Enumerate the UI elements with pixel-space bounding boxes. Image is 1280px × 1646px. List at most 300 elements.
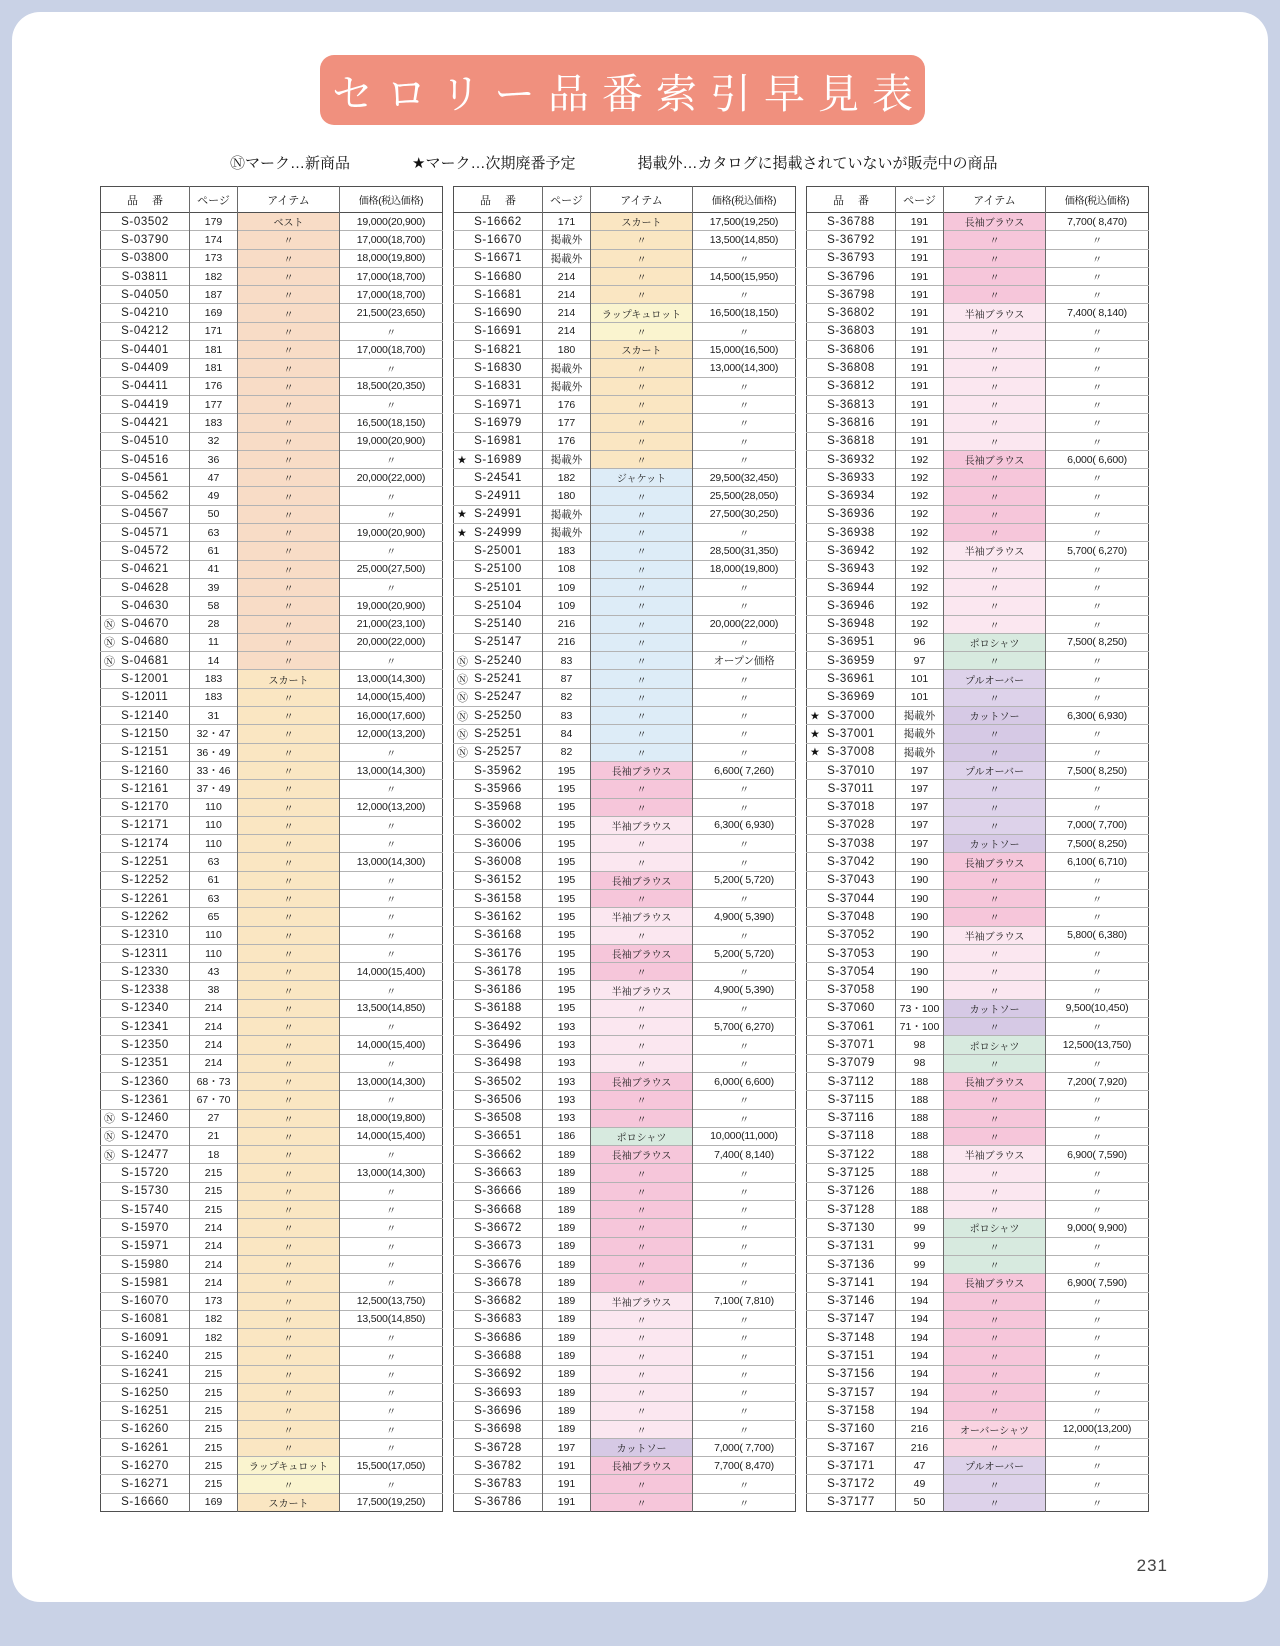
product-row: [454, 469, 796, 487]
price-cell: 〃: [1046, 1237, 1149, 1255]
price-cell: 〃: [340, 542, 443, 560]
price-cell: 〃: [1046, 1292, 1149, 1310]
product-code-cell: [807, 597, 896, 615]
product-row: [101, 652, 443, 670]
product-row: [807, 743, 1149, 761]
page-cell: 98: [896, 1054, 944, 1072]
item-cell: 〃: [944, 1237, 1046, 1255]
price-cell: 14,500(15,950): [693, 267, 796, 285]
product-code-cell: [807, 816, 896, 834]
product-code: S-36683: [474, 1313, 522, 1326]
product-row: [454, 615, 796, 633]
price-cell: 〃: [693, 688, 796, 706]
product-code-cell: [101, 1292, 190, 1310]
price-cell: 〃: [1046, 798, 1149, 816]
price-cell: 7,500( 8,250): [1046, 835, 1149, 853]
price-cell: 〃: [693, 725, 796, 743]
price-cell: 〃: [1046, 1457, 1149, 1475]
price-cell: 〃: [693, 798, 796, 816]
product-code: S-12350: [121, 1039, 169, 1051]
price-cell: 15,000(16,500): [693, 341, 796, 359]
product-code-cell: [807, 1109, 896, 1127]
product-row: [454, 981, 796, 999]
item-cell: 〃: [591, 853, 693, 871]
price-cell: 〃: [1046, 231, 1149, 249]
price-cell: 〃: [693, 707, 796, 725]
product-code-cell: [101, 469, 190, 487]
product-code: S-36006: [474, 837, 522, 850]
page-cell: 掲載外: [896, 707, 944, 725]
page-cell: 193: [543, 1109, 591, 1127]
page-cell: 47: [896, 1457, 944, 1475]
price-cell: 〃: [1046, 1255, 1149, 1273]
item-cell: 〃: [238, 560, 340, 578]
product-row: [807, 1201, 1149, 1219]
product-code: S-36188: [474, 1002, 522, 1015]
product-code: S-36969: [827, 691, 875, 704]
product-code: S-12311: [121, 947, 169, 960]
page-cell: 58: [190, 597, 238, 615]
product-row: [454, 889, 796, 907]
product-code: S-36944: [827, 581, 875, 594]
product-code: S-04510: [121, 435, 169, 448]
price-cell: 〃: [1046, 560, 1149, 578]
product-code: S-24999: [474, 526, 522, 539]
product-row: [101, 1274, 443, 1292]
product-code: S-37118: [827, 1130, 875, 1143]
product-code: S-25257: [474, 746, 522, 759]
product-row: [101, 1054, 443, 1072]
product-code-cell: [101, 1420, 190, 1438]
product-row: [101, 1072, 443, 1090]
product-code-cell: [101, 1493, 190, 1511]
price-cell: 〃: [693, 1237, 796, 1255]
product-code-cell: [454, 1146, 543, 1164]
price-cell: 〃: [340, 743, 443, 761]
product-code: S-16660: [121, 1496, 169, 1509]
product-code-cell: [101, 761, 190, 779]
product-code: S-36806: [827, 343, 875, 356]
product-code: S-37053: [827, 947, 875, 960]
item-cell: 〃: [944, 1347, 1046, 1365]
page-cell: 176: [543, 432, 591, 450]
product-row: [454, 926, 796, 944]
price-cell: 〃: [340, 981, 443, 999]
page-cell: 194: [896, 1365, 944, 1383]
product-code-cell: [101, 231, 190, 249]
product-row: [454, 524, 796, 542]
product-code: S-36178: [474, 965, 522, 978]
product-code: S-25250: [474, 709, 522, 722]
product-row: [101, 524, 443, 542]
product-row: [807, 908, 1149, 926]
product-row: [807, 414, 1149, 432]
product-row: [101, 1402, 443, 1420]
col-header-price: [1046, 187, 1149, 213]
product-code: S-37061: [827, 1020, 875, 1033]
item-cell: 〃: [238, 231, 340, 249]
product-code: S-16680: [474, 270, 522, 283]
product-code: S-25247: [474, 691, 522, 704]
price-cell: 12,000(13,200): [340, 725, 443, 743]
product-code: S-16271: [121, 1478, 169, 1491]
product-row: [454, 1475, 796, 1493]
product-code: S-36933: [827, 471, 875, 484]
price-cell: 〃: [1046, 743, 1149, 761]
price-cell: 13,500(14,850): [340, 1310, 443, 1328]
product-code-cell: [101, 322, 190, 340]
page-cell: 98: [896, 1036, 944, 1054]
price-cell: 〃: [1046, 871, 1149, 889]
product-row: [101, 1127, 443, 1145]
product-code: S-37148: [827, 1331, 875, 1344]
price-cell: 〃: [693, 963, 796, 981]
price-cell: 〃: [340, 1255, 443, 1273]
product-code: S-37141: [827, 1276, 875, 1289]
page-cell: 109: [543, 597, 591, 615]
item-cell: 〃: [238, 1127, 340, 1145]
product-code: S-04411: [121, 380, 169, 393]
col-header-code: [454, 187, 543, 213]
item-cell: 〃: [944, 1292, 1046, 1310]
item-cell: 〃: [591, 1493, 693, 1511]
product-code-cell: [807, 1365, 896, 1383]
price-cell: 〃: [1046, 267, 1149, 285]
product-row: [101, 267, 443, 285]
product-code-cell: [454, 469, 543, 487]
product-code-cell: [807, 1255, 896, 1273]
price-cell: 〃: [1046, 1475, 1149, 1493]
product-row: [101, 1091, 443, 1109]
page-cell: 174: [190, 231, 238, 249]
price-cell: 〃: [693, 1329, 796, 1347]
product-code: S-12160: [121, 764, 169, 777]
price-cell: 〃: [693, 322, 796, 340]
item-cell: 〃: [591, 1274, 693, 1292]
item-cell: 〃: [944, 1493, 1046, 1511]
col-header-item-label: アイテム: [267, 194, 310, 207]
product-row: [101, 487, 443, 505]
item-cell: 〃: [591, 1219, 693, 1237]
product-row: [101, 725, 443, 743]
product-row: [101, 1219, 443, 1237]
header-row: [807, 187, 1149, 213]
page-cell: 掲載外: [543, 450, 591, 468]
page-cell: 214: [190, 1018, 238, 1036]
product-code-cell: [807, 1493, 896, 1511]
product-row: [807, 1219, 1149, 1237]
product-row: [807, 1384, 1149, 1402]
product-row: [454, 1402, 796, 1420]
product-code-cell: [807, 1292, 896, 1310]
product-code-cell: [807, 1164, 896, 1182]
product-row: [101, 341, 443, 359]
page-cell: 169: [190, 1493, 238, 1511]
item-cell: 〃: [591, 963, 693, 981]
product-row: [454, 505, 796, 523]
product-code-cell: [454, 908, 543, 926]
item-cell: 〃: [591, 359, 693, 377]
page-cell: 195: [543, 780, 591, 798]
product-code: S-36796: [827, 270, 875, 283]
price-cell: 14,000(15,400): [340, 688, 443, 706]
product-code: S-36961: [827, 673, 875, 686]
product-code-cell: [807, 926, 896, 944]
product-code: S-36808: [827, 362, 875, 375]
item-cell: 〃: [591, 926, 693, 944]
product-code: S-25251: [474, 727, 522, 740]
item-cell: 〃: [238, 524, 340, 542]
price-cell: 〃: [1046, 395, 1149, 413]
item-cell: 〃: [591, 743, 693, 761]
index-table-left: [100, 186, 443, 1512]
index-tables: [100, 186, 1149, 1512]
product-code-cell: [807, 432, 896, 450]
product-row: [807, 999, 1149, 1017]
product-code: S-12460: [121, 1112, 169, 1125]
product-code: S-37071: [827, 1039, 875, 1051]
item-cell: 〃: [238, 633, 340, 651]
price-cell: 〃: [340, 652, 443, 670]
product-row: [807, 322, 1149, 340]
product-row: [807, 670, 1149, 688]
price-cell: 〃: [340, 1402, 443, 1420]
product-code-cell: [807, 1146, 896, 1164]
page-cell: 192: [896, 487, 944, 505]
product-code-cell: [454, 853, 543, 871]
price-cell: 13,000(14,300): [693, 359, 796, 377]
page-cell: 173: [190, 249, 238, 267]
product-row: [101, 1384, 443, 1402]
product-code-cell: [101, 1127, 190, 1145]
product-row: [807, 1475, 1149, 1493]
product-code: S-25104: [474, 599, 522, 612]
item-cell: 〃: [238, 926, 340, 944]
page-cell: 掲載外: [896, 743, 944, 761]
product-code-cell: [454, 835, 543, 853]
page-cell: 110: [190, 798, 238, 816]
product-code: S-16821: [474, 343, 522, 356]
product-code: S-36152: [474, 874, 522, 887]
product-row: [454, 1493, 796, 1511]
product-row: [454, 1201, 796, 1219]
price-cell: 〃: [693, 1109, 796, 1127]
product-code-cell: [807, 871, 896, 889]
price-cell: 〃: [1046, 414, 1149, 432]
page-cell: 109: [543, 578, 591, 596]
product-code: S-36688: [474, 1350, 522, 1363]
discontinued-star-icon: ★: [457, 508, 467, 521]
product-code: S-37001: [827, 727, 875, 740]
price-cell: 27,500(30,250): [693, 505, 796, 523]
product-code: S-04210: [121, 307, 169, 320]
page-cell: 43: [190, 963, 238, 981]
product-row: [454, 1091, 796, 1109]
price-cell: 19,000(20,900): [340, 432, 443, 450]
product-code: S-36502: [474, 1075, 522, 1088]
product-code: S-24541: [474, 471, 522, 484]
item-cell: 長袖ブラウス: [591, 1146, 693, 1164]
price-cell: 14,000(15,400): [340, 963, 443, 981]
product-code-cell: [454, 249, 543, 267]
price-cell: 7,500( 8,250): [1046, 761, 1149, 779]
item-cell: 〃: [591, 395, 693, 413]
item-cell: 長袖ブラウス: [591, 871, 693, 889]
product-code: S-04401: [121, 343, 169, 356]
product-row: [101, 761, 443, 779]
page-cell: 183: [543, 542, 591, 560]
item-cell: ラップキュロット: [238, 1457, 340, 1475]
product-code-cell: [101, 871, 190, 889]
product-code: S-37177: [827, 1496, 875, 1509]
product-code: S-37044: [827, 892, 875, 905]
product-code-cell: [101, 725, 190, 743]
product-row: [807, 1036, 1149, 1054]
product-row: [807, 249, 1149, 267]
product-row: [454, 560, 796, 578]
price-cell: 〃: [1046, 487, 1149, 505]
price-cell: 6,900( 7,590): [1046, 1146, 1149, 1164]
product-code-cell: [101, 1182, 190, 1200]
product-code-cell: [101, 1237, 190, 1255]
page-cell: 197: [896, 816, 944, 834]
product-code-cell: [454, 560, 543, 578]
product-code-cell: [101, 926, 190, 944]
page-cell: 188: [896, 1201, 944, 1219]
new-product-circle-n-icon: Ⓝ: [457, 692, 468, 705]
product-code: S-37079: [827, 1057, 875, 1070]
page-cell: 83: [543, 707, 591, 725]
product-code: S-36792: [827, 233, 875, 246]
product-code-cell: [454, 524, 543, 542]
product-row: [454, 1274, 796, 1292]
new-product-circle-n-icon: Ⓝ: [457, 674, 468, 687]
product-code: S-16070: [121, 1295, 169, 1308]
page-cell: 31: [190, 707, 238, 725]
product-code-cell: [101, 505, 190, 523]
item-cell: 〃: [944, 231, 1046, 249]
product-row: [807, 487, 1149, 505]
page-cell: 195: [543, 798, 591, 816]
price-cell: 14,000(15,400): [340, 1036, 443, 1054]
price-cell: 〃: [693, 1164, 796, 1182]
page-cell: 190: [896, 871, 944, 889]
item-cell: 〃: [944, 578, 1046, 596]
page-cell: 190: [896, 889, 944, 907]
product-row: [807, 1310, 1149, 1328]
product-code-cell: [454, 1018, 543, 1036]
product-row: [101, 231, 443, 249]
product-row: [101, 1438, 443, 1456]
product-code: S-16240: [121, 1350, 169, 1363]
price-cell: 〃: [340, 322, 443, 340]
product-row: [454, 1072, 796, 1090]
price-cell: 7,000( 7,700): [1046, 816, 1149, 834]
item-cell: 〃: [591, 578, 693, 596]
product-row: [807, 524, 1149, 542]
product-row: [454, 944, 796, 962]
price-cell: 〃: [1046, 249, 1149, 267]
price-cell: 〃: [693, 1182, 796, 1200]
product-code: S-37147: [827, 1313, 875, 1326]
product-code-cell: [454, 1365, 543, 1383]
page-cell: 186: [543, 1127, 591, 1145]
product-code: S-36938: [827, 526, 875, 539]
product-code: S-37000: [827, 709, 875, 722]
product-code: S-16241: [121, 1368, 169, 1381]
item-cell: 〃: [591, 249, 693, 267]
page-cell: 189: [543, 1402, 591, 1420]
product-code: S-16662: [474, 215, 522, 228]
product-row: [101, 1329, 443, 1347]
item-cell: 〃: [944, 395, 1046, 413]
item-cell: 〃: [238, 542, 340, 560]
product-code-cell: [454, 1402, 543, 1420]
page-cell: 215: [190, 1384, 238, 1402]
product-code-cell: [454, 1457, 543, 1475]
item-cell: 長袖ブラウス: [591, 944, 693, 962]
page-cell: 197: [896, 835, 944, 853]
price-cell: 〃: [340, 1091, 443, 1109]
product-row: [807, 505, 1149, 523]
price-cell: 〃: [340, 908, 443, 926]
page-cell: 41: [190, 560, 238, 578]
page-cell: 176: [190, 377, 238, 395]
product-row: [807, 1457, 1149, 1475]
product-code: S-16260: [121, 1423, 169, 1436]
product-code: S-12361: [121, 1093, 169, 1106]
product-code: S-04562: [121, 490, 169, 503]
product-code-cell: [807, 688, 896, 706]
item-cell: ポロシャツ: [944, 633, 1046, 651]
item-cell: 〃: [591, 835, 693, 853]
product-code-cell: [101, 1365, 190, 1383]
item-cell: 〃: [944, 505, 1046, 523]
product-row: [454, 213, 796, 231]
product-row: [807, 432, 1149, 450]
page-cell: 65: [190, 908, 238, 926]
price-cell: 21,500(23,650): [340, 304, 443, 322]
item-cell: 〃: [944, 1201, 1046, 1219]
product-code-cell: [454, 633, 543, 651]
product-code-cell: [454, 1347, 543, 1365]
item-cell: 半袖ブラウス: [944, 1146, 1046, 1164]
item-cell: 半袖ブラウス: [591, 1292, 693, 1310]
product-code-cell: [101, 1329, 190, 1347]
page-cell: 192: [896, 560, 944, 578]
product-code-cell: [101, 652, 190, 670]
product-code-cell: [807, 1018, 896, 1036]
price-cell: 〃: [1046, 1347, 1149, 1365]
item-cell: 〃: [238, 1036, 340, 1054]
price-cell: 13,500(14,850): [340, 999, 443, 1017]
product-code: S-12262: [121, 910, 169, 923]
page-cell: 214: [190, 1054, 238, 1072]
price-cell: 12,500(13,750): [1046, 1036, 1149, 1054]
page-cell: 188: [896, 1109, 944, 1127]
product-code: S-04516: [121, 453, 169, 466]
price-cell: 〃: [340, 505, 443, 523]
item-cell: 長袖ブラウス: [944, 1274, 1046, 1292]
price-cell: 5,200( 5,720): [693, 871, 796, 889]
page-cell: 215: [190, 1475, 238, 1493]
page-cell: 197: [896, 780, 944, 798]
item-cell: 〃: [944, 377, 1046, 395]
price-cell: 17,500(19,250): [693, 213, 796, 231]
product-code: S-37054: [827, 965, 875, 978]
item-cell: 〃: [944, 1438, 1046, 1456]
price-cell: 20,000(22,000): [340, 469, 443, 487]
